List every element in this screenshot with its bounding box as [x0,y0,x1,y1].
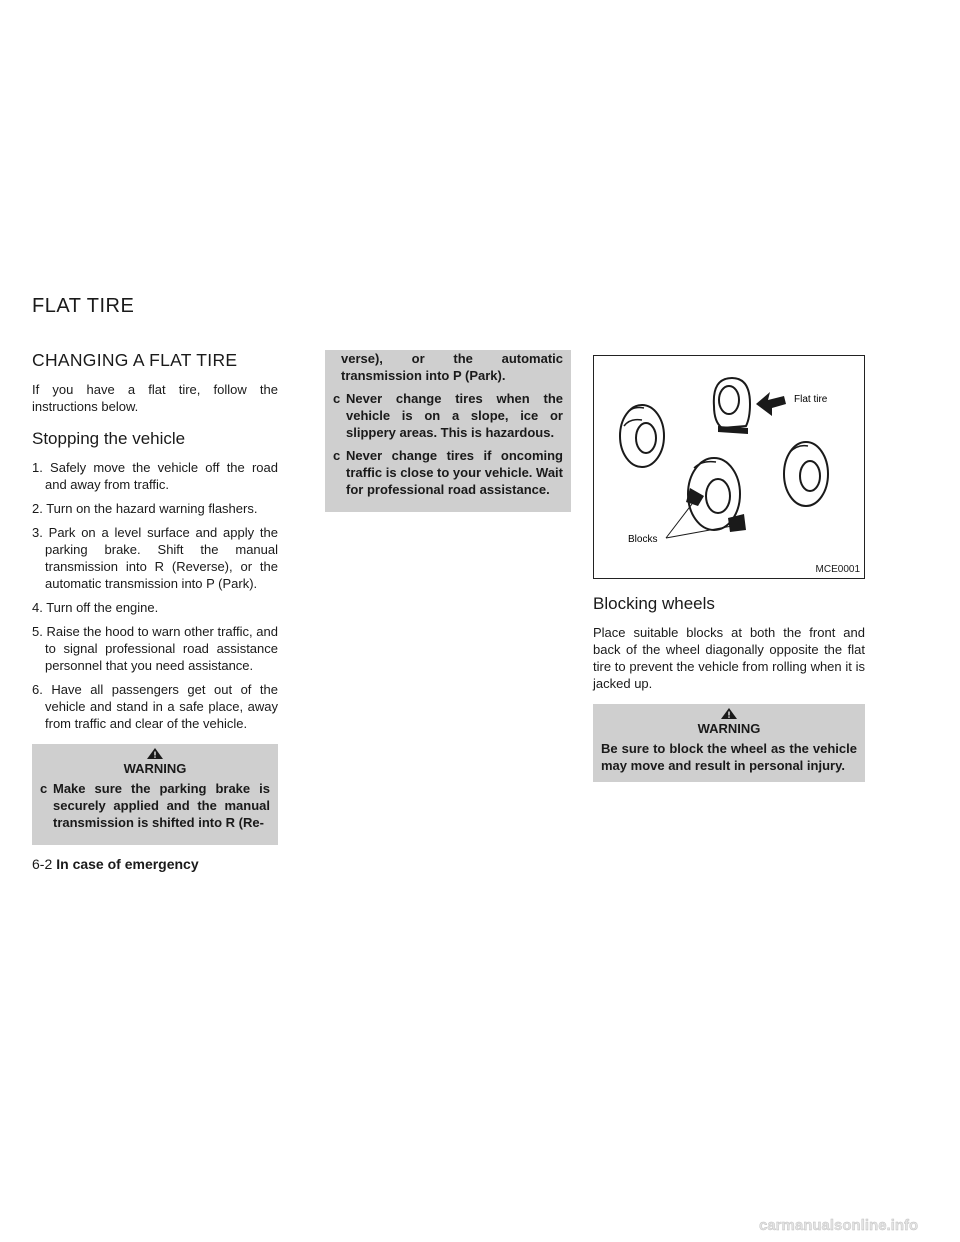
step-item: 6. Have all passengers get out of the vehicle and stand in a safe place, away from traffic and clear of the vehicle. [32,682,278,731]
blocks-label: Blocks [628,534,658,545]
heading-blocking-wheels: Blocking wheels [593,594,715,613]
warning-bullet-continued: verse), or the automatic transmission into P (Park). [341,351,563,383]
bullet-marker: c [40,781,48,796]
heading-stopping-vehicle: Stopping the vehicle [32,429,186,448]
flat-tire-arrow [756,392,786,416]
warning-header [40,744,270,780]
tire-right [784,442,828,506]
warning-header [601,704,857,740]
heading-changing-flat-tire: CHANGING A FLAT TIRE [32,350,238,370]
tires-illustration [594,356,864,578]
column-2 [325,350,571,512]
blocking-text: Place suitable blocks at both the front and back of the wheel diagonally opposite the flat tire to prevent the vehicle from rolling when it is jacked up. [593,625,865,691]
bullet-marker: c [333,391,341,406]
watermark-logo [759,1212,954,1236]
warning-icon [720,707,738,720]
column-1 [32,350,278,845]
warning-text: Be sure to block the wheel as the vehicle may move and result in personal injury. [601,741,857,773]
step-item: 4. Turn off the engine. [32,600,159,615]
warning-label: WARNING [697,721,761,736]
blocking-wheels-figure [593,355,865,579]
warning-box-1 [32,744,278,845]
watermark-text: carmanualsonline.info [759,1217,919,1234]
warning-icon [146,747,164,760]
page-footer [32,856,199,872]
steps-list [32,459,278,732]
intro-text: If you have a flat tire, follow the instructions below. [32,382,278,414]
flat-tire [714,378,750,434]
bullet-marker: c [333,448,341,463]
warning-bullet: c Never change tires when the vehicle is on a slope, ice or slippery areas. This is hazardous. [333,391,563,440]
warning-box-2 [593,704,865,782]
section-title: FLAT TIRE [32,295,135,317]
flat-tire-label: Flat tire [794,394,828,405]
warning-bullet: c Never change tires if oncoming traffic is close to your vehicle. Wait for professional road assistance. [333,448,563,497]
warning-label: WARNING [123,761,187,776]
warning-bullet: c Make sure the parking brake is securely applied and the manual transmission is shifted into R (Re- [40,781,270,830]
column-3 [593,580,865,782]
page-number: 6-2 [32,856,53,872]
blocked-tire [686,458,746,532]
step-item: 3. Park on a level surface and apply the parking brake. Shift the manual transmission into R (Reverse), or the automatic transmission into P (Park). [32,525,278,591]
tire-left [620,405,664,467]
step-item: 5. Raise the hood to warn other traffic, and to signal professional road assistance personnel that you need assistance. [32,624,278,673]
step-item: 1. Safely move the vehicle off the road and away from traffic. [32,460,278,492]
warning-box-1-continued [325,350,571,512]
footer-section: In case of emergency [56,856,199,872]
step-item: 2. Turn on the hazard warning flashers. [32,501,258,516]
figure-code: MCE0001 [815,564,860,575]
